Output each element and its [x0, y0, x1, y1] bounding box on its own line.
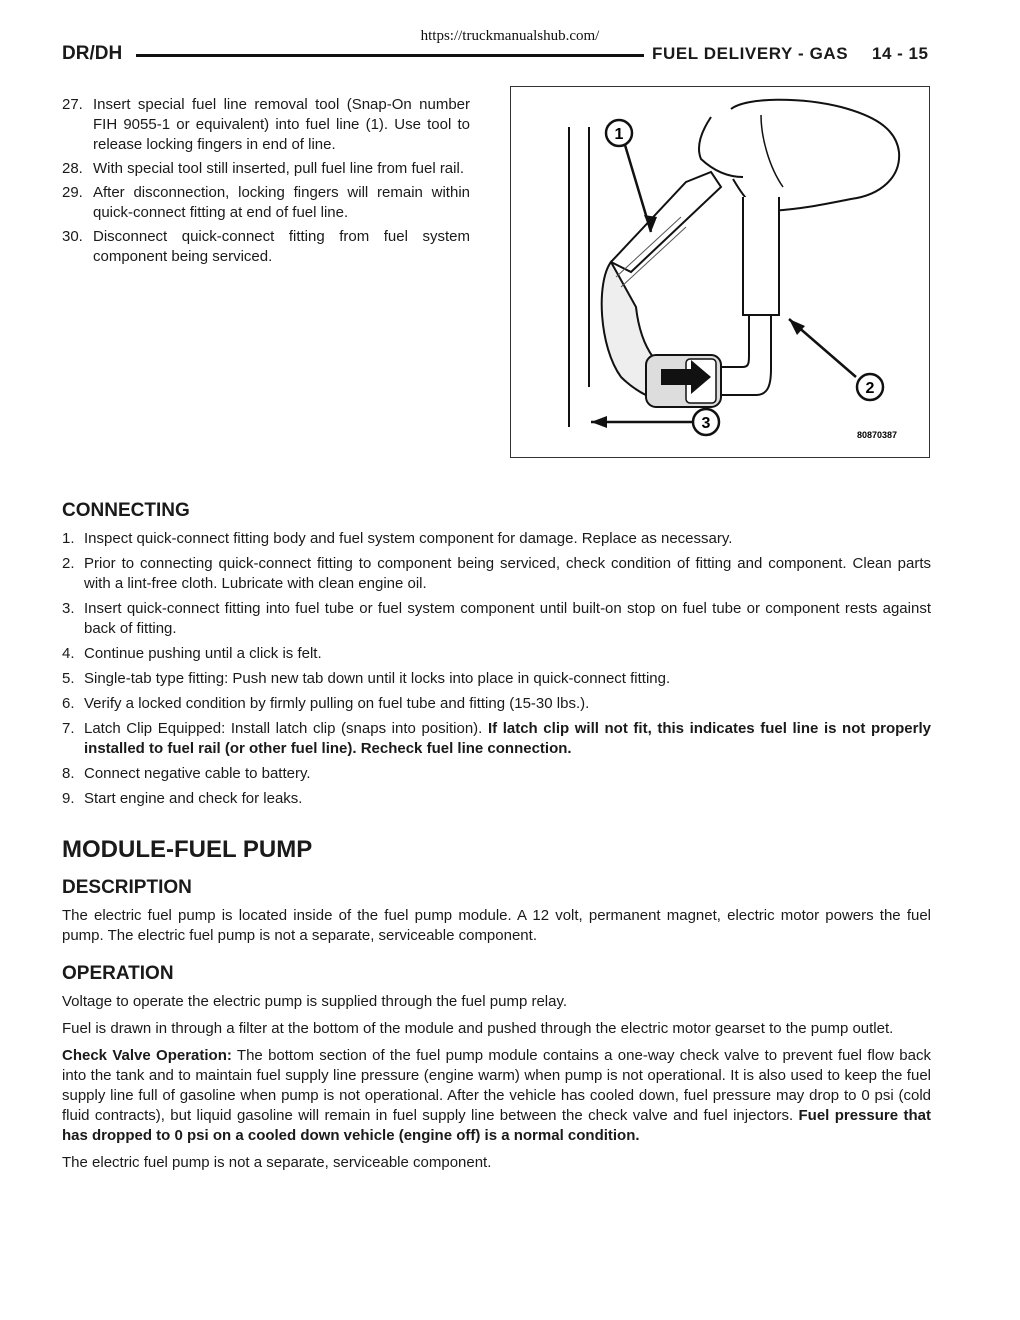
step-number: 9.	[62, 790, 75, 807]
list-item	[62, 599, 931, 639]
step-number: 29.	[62, 184, 83, 201]
check-valve-text: The bottom section of the fuel pump module contains a one-way check valve to prevent fuel flow back into the tank and to maintain fuel supply line pressure (engine warm) when pump is not operational. It is also used to keep the fuel supply line full of gasoline when pump is not operational. After the vehicle has cooled down, fuel pressure may drop to 0 psi (cold fluid contracts), but liquid gasoline will remain in fuel supply line between the check valve and fuel injectors.	[62, 1047, 931, 1124]
model-label: DR/DH	[62, 43, 123, 64]
step-warning: If latch clip will not fit, this indicates fuel line is not properly installed to fuel rail (or other fuel line). Recheck fuel line connection.	[84, 720, 931, 757]
step-text: Latch Clip Equipped: Install latch clip (snaps into position).	[84, 720, 488, 737]
header-rule	[136, 54, 644, 57]
step-text: Continue pushing until a click is felt.	[84, 645, 322, 662]
step-number: 27.	[62, 96, 83, 113]
page-number: 14 - 15	[872, 44, 929, 63]
figure-id: 80870387	[856, 430, 897, 440]
step-text: Prior to connecting quick-connect fitting to component being serviced, check condition of fitting and component. Clean parts with a lint-free cloth. Lubricate with clean engine oil.	[84, 555, 931, 592]
operation-paragraph-4: The electric fuel pump is not a separate, serviceable component.	[62, 1154, 492, 1171]
list-item	[62, 529, 931, 549]
main-content	[62, 500, 931, 1180]
step-text: After disconnection, locking fingers will remain within quick-connect fitting at end of fuel line.	[93, 184, 470, 221]
description-heading: DESCRIPTION	[62, 877, 192, 898]
step-number: 2.	[62, 555, 75, 572]
step-number: 28.	[62, 160, 83, 177]
check-valve-note: Fuel pressure that has dropped to 0 psi on a cooled down vehicle (engine off) is a normal condition.	[62, 1107, 931, 1144]
fuel-line-illustration	[511, 87, 929, 457]
disconnect-steps-list	[62, 95, 470, 271]
module-title: MODULE-FUEL PUMP	[62, 836, 313, 863]
source-url: https://truckmanualshub.com/	[420, 28, 600, 44]
list-item	[62, 669, 931, 689]
step-text: Insert special fuel line removal tool (Snap-On number FIH 9055-1 or equivalent) into fuel line (1). Use tool to release locking fingers in end of line.	[93, 96, 470, 153]
step-number: 7.	[62, 720, 75, 737]
step-text: Disconnect quick-connect fitting from fuel system component being serviced.	[93, 228, 470, 265]
operation-paragraph-3	[62, 1046, 931, 1146]
list-item	[62, 554, 931, 594]
check-valve-lead: Check Valve Operation:	[62, 1047, 232, 1064]
callout-3-label: 3	[701, 415, 711, 432]
step-text: Single-tab type fitting: Push new tab down until it locks into place in quick-connect fitting.	[84, 670, 671, 687]
list-item	[62, 719, 931, 759]
step-text: Connect negative cable to battery.	[84, 765, 311, 782]
list-item	[62, 227, 470, 267]
step-text: Start engine and check for leaks.	[84, 790, 303, 807]
step-text: With special tool still inserted, pull fuel line from fuel rail.	[93, 160, 464, 177]
list-item	[62, 159, 470, 179]
operation-heading: OPERATION	[62, 963, 174, 984]
list-item	[62, 183, 470, 223]
step-number: 5.	[62, 670, 75, 687]
operation-paragraph-1: Voltage to operate the electric pump is supplied through the fuel pump relay.	[62, 993, 568, 1010]
callout-1-label: 1	[614, 126, 624, 143]
step-number: 4.	[62, 645, 75, 662]
section-title: FUEL DELIVERY - GAS	[652, 44, 849, 63]
list-item	[62, 694, 931, 714]
step-text: Insert quick-connect fitting into fuel tube or fuel system component until built-on stop on fuel tube or component rests against back of fitting.	[84, 600, 931, 637]
description-paragraph: The electric fuel pump is located inside of the fuel pump module. A 12 volt, permanent magnet, electric motor powers the fuel pump. The electric fuel pump is not a separate, serviceable component.	[62, 907, 931, 944]
list-item	[62, 764, 931, 784]
fuel-line-removal-figure	[510, 86, 930, 458]
step-number: 3.	[62, 600, 75, 617]
list-item	[62, 95, 470, 155]
connecting-heading: CONNECTING	[62, 500, 190, 521]
step-number: 1.	[62, 530, 75, 547]
operation-paragraph-2: Fuel is drawn in through a filter at the bottom of the module and pushed through the electric motor gearset to the pump outlet.	[62, 1020, 894, 1037]
connecting-steps-list	[62, 529, 931, 809]
step-number: 30.	[62, 228, 83, 245]
list-item	[62, 644, 931, 664]
step-text: Verify a locked condition by firmly pulling on fuel tube and fitting (15-30 lbs.).	[84, 695, 590, 712]
step-text: Inspect quick-connect fitting body and fuel system component for damage. Replace as necessary.	[84, 530, 733, 547]
step-number: 6.	[62, 695, 75, 712]
step-number: 8.	[62, 765, 75, 782]
callout-2-label: 2	[865, 380, 875, 397]
list-item	[62, 789, 931, 809]
